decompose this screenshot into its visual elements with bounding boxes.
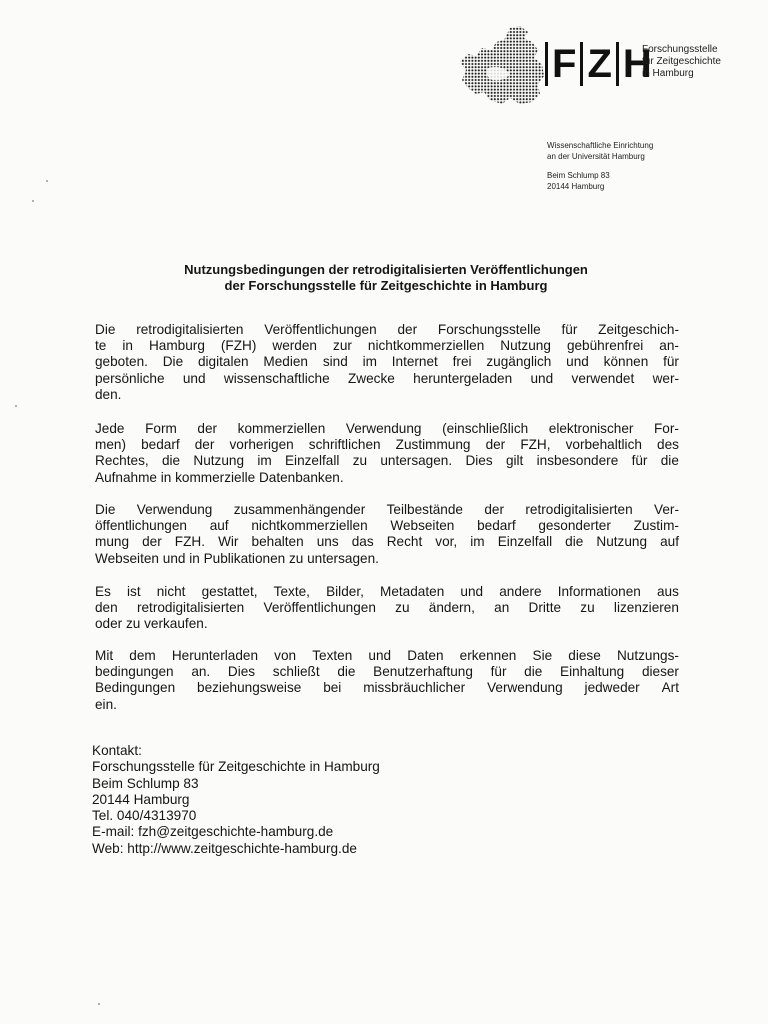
paragraph-line: Jede Form der kommerziellen Verwendung (einschließlich elektronischer For- (95, 421, 679, 436)
paragraph-line: Mit dem Herunterladen von Texten und Daten erkennen Sie diese Nutzungs- (95, 648, 679, 663)
address-line: 20144 Hamburg (547, 182, 605, 191)
address-line: an der Universität Hamburg (547, 152, 645, 161)
paragraph-line: te in Hamburg (FZH) werden zur nichtkommerziellen Nutzung gebührenfrei an- (95, 338, 679, 354)
paragraph-line: Rechtes, die Nutzung im Einzelfall zu untersagen. Dies gilt insbesondere für die (95, 453, 679, 469)
paragraph-line: bedingungen an. Dies schließt die Benutzerhaftung für die Einhaltung dieser (95, 664, 679, 680)
paragraph-line: Bedingungen beziehungsweise bei missbräuchlicher Verwendung jedweder Art (95, 680, 679, 696)
contact-line: 20144 Hamburg (92, 791, 190, 807)
paragraph-line: Die retrodigitalisierten Veröffentlichungen der Forschungsstelle für Zeitgeschich- (95, 322, 679, 337)
paragraph-line: Die Verwendung zusammenhängender Teilbestände der retrodigitalisierten Ver- (95, 502, 679, 517)
institution-name-line: Forschungsstelle (642, 44, 718, 55)
paragraph-line: den. (95, 386, 122, 402)
paragraph-1 (95, 322, 679, 403)
title-line: der Forschungsstelle für Zeitgeschichte in Hamburg (224, 278, 548, 293)
contact-block (92, 743, 380, 857)
contact-phone: Tel. 040/4313970 (92, 808, 197, 824)
paragraph-line: Webseiten und in Publikationen zu untersagen. (95, 550, 379, 566)
paragraph-line: persönliche und wissenschaftliche Zwecke heruntergeladen und verwendet wer- (95, 370, 679, 386)
paragraph-line: ein. (95, 696, 117, 712)
paragraph-3 (95, 502, 679, 567)
institution-name-line: in Hamburg (642, 68, 694, 79)
title-line: Nutzungsbedingungen der retrodigitalisierten Veröffentlichungen (184, 262, 588, 277)
paragraph-line: mung der FZH. Wir behalten uns das Recht vor, im Einzelfall die Nutzung auf (95, 534, 679, 550)
institution-name-line: für Zeitgeschichte (642, 56, 721, 67)
logo-letter-z: Z (587, 42, 612, 86)
paragraph-line: öffentlichungen auf nichtkommerziellen Webseiten bedarf gesonderter Zustim- (95, 518, 679, 534)
paragraph-line: Es ist nicht gestattet, Texte, Bilder, Metadaten und andere Informationen aus (95, 584, 679, 599)
address-line: Beim Schlump 83 (547, 171, 610, 180)
fzh-wordmark (544, 40, 655, 88)
paragraph-line: oder zu verkaufen. (95, 616, 208, 632)
scan-speck (98, 1003, 100, 1005)
contact-email: E-mail: fzh@zeitgeschichte-hamburg.de (92, 824, 334, 840)
scan-speck (15, 405, 17, 407)
hamburg-map-icon (458, 24, 548, 108)
paragraph-line: Aufnahme in kommerzielle Datenbanken. (95, 469, 344, 485)
contact-line: Beim Schlump 83 (92, 775, 199, 791)
paragraph-line: den retrodigitalisierten Veröffentlichungen zu ändern, an Dritte zu lizenzieren (95, 600, 679, 616)
contact-web: Web: http://www.zeitgeschichte-hamburg.de (92, 840, 357, 856)
scan-speck (46, 180, 48, 182)
paragraph-line: geboten. Die digitalen Medien sind im Internet frei zugänglich und können für (95, 354, 679, 370)
institution-name (642, 44, 721, 80)
contact-line: Forschungsstelle für Zeitgeschichte in Hamburg (92, 759, 380, 775)
scan-speck (32, 200, 34, 202)
document-title (96, 262, 676, 294)
logo-letter-h: H (622, 42, 652, 86)
contact-heading: Kontakt: (92, 743, 142, 758)
paragraph-5 (95, 648, 679, 713)
paragraph-2 (95, 421, 679, 486)
address-line: Wissenschaftliche Einrichtung (547, 141, 654, 150)
letterhead-address (547, 140, 653, 192)
paragraph-4 (95, 584, 679, 633)
paragraph-line: men) bedarf der vorherigen schriftlichen Zustimmung der FZH, vorbehaltlich des (95, 437, 679, 453)
logo-letter-f: F (552, 42, 577, 86)
fzh-logo (458, 24, 748, 108)
